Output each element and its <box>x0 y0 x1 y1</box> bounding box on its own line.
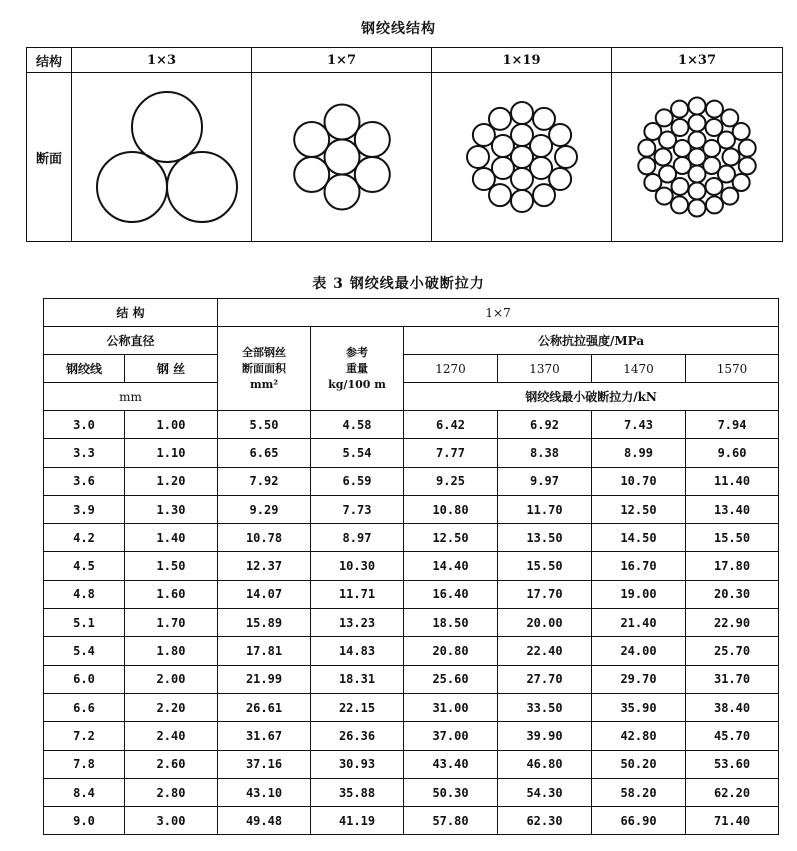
table-row <box>44 439 779 467</box>
wire-circle <box>555 146 577 168</box>
table-cell: 46.80 <box>498 750 592 778</box>
table-cell: 37.16 <box>218 750 311 778</box>
table-cell: 1.10 <box>125 439 218 467</box>
table-cell: 7.73 <box>311 495 404 523</box>
cross-section-1x37 <box>612 77 782 237</box>
table-row <box>44 750 779 778</box>
wire-circle <box>689 183 706 200</box>
table-cell: 9.0 <box>44 807 125 835</box>
table-cell: 12.37 <box>218 552 311 580</box>
table-cell: 35.90 <box>592 693 686 721</box>
table-cell: 22.15 <box>311 693 404 721</box>
table-cell: 17.81 <box>218 637 311 665</box>
unit-mm: mm <box>44 383 218 411</box>
strength-1470: 1470 <box>592 355 686 383</box>
table-cell: 4.5 <box>44 552 125 580</box>
table-cell: 2.60 <box>125 750 218 778</box>
strand-header: 钢绞线 <box>44 355 125 383</box>
wire-circle <box>706 178 723 195</box>
table-row <box>44 495 779 523</box>
table-cell: 25.60 <box>404 665 498 693</box>
table-cell: 10.80 <box>404 495 498 523</box>
table-cell: 10.70 <box>592 467 686 495</box>
table-cell: 1.20 <box>125 467 218 495</box>
table-cell: 33.50 <box>498 693 592 721</box>
structure-title: 钢绞线结构 <box>361 21 436 37</box>
table-cell: 20.80 <box>404 637 498 665</box>
cross-section-1x7 <box>257 77 427 237</box>
table-cell: 6.0 <box>44 665 125 693</box>
table-cell: 9.29 <box>218 495 311 523</box>
section-1x7 <box>252 73 432 242</box>
wire-circle <box>644 174 661 191</box>
table-cell: 26.61 <box>218 693 311 721</box>
table-cell: 7.77 <box>404 439 498 467</box>
table-cell: 25.70 <box>686 637 779 665</box>
table-row <box>44 524 779 552</box>
table-cell: 13.50 <box>498 524 592 552</box>
table-cell: 50.20 <box>592 750 686 778</box>
table-cell: 7.43 <box>592 411 686 439</box>
section-1x37 <box>612 73 783 242</box>
cross-section-1x19 <box>437 77 607 237</box>
table-cell: 39.90 <box>498 722 592 750</box>
table-cell: 6.65 <box>218 439 311 467</box>
table-cell: 66.90 <box>592 807 686 835</box>
table-cell: 49.48 <box>218 807 311 835</box>
wire-circle <box>689 115 706 132</box>
table-cell: 8.4 <box>44 778 125 806</box>
table-cell: 58.20 <box>592 778 686 806</box>
table-cell: 1.80 <box>125 637 218 665</box>
header-row-diameter <box>44 327 779 355</box>
table-cell: 2.20 <box>125 693 218 721</box>
wire-circle <box>638 157 655 174</box>
type-1x19: 1×19 <box>432 48 612 73</box>
table-cell: 50.30 <box>404 778 498 806</box>
wire-circle <box>655 149 672 166</box>
table-cell: 12.50 <box>404 524 498 552</box>
table-cell: 29.70 <box>592 665 686 693</box>
table-cell: 7.94 <box>686 411 779 439</box>
table-cell: 7.8 <box>44 750 125 778</box>
wire-circle <box>511 190 533 212</box>
table-cell: 8.38 <box>498 439 592 467</box>
area-header: 全部钢丝 断面面积 mm² <box>218 327 311 411</box>
structure-header: 结 构 <box>44 299 218 327</box>
table-cell: 62.20 <box>686 778 779 806</box>
structure-header-row <box>27 48 783 73</box>
table-cell: 45.70 <box>686 722 779 750</box>
breaking-force-table <box>43 298 779 835</box>
section-1x19 <box>432 73 612 242</box>
table-row <box>44 778 779 806</box>
table-cell: 19.00 <box>592 580 686 608</box>
table-row <box>44 693 779 721</box>
wire-circle <box>549 124 571 146</box>
table-cell: 3.3 <box>44 439 125 467</box>
table-cell: 71.40 <box>686 807 779 835</box>
table-cell: 3.00 <box>125 807 218 835</box>
wire-circle <box>689 98 706 115</box>
table-row <box>44 552 779 580</box>
section-1x3 <box>72 73 252 242</box>
table-cell: 11.71 <box>311 580 404 608</box>
table-cell: 1.30 <box>125 495 218 523</box>
table-cell: 8.99 <box>592 439 686 467</box>
wire-circle <box>671 196 688 213</box>
table-cell: 5.1 <box>44 609 125 637</box>
table-cell: 10.78 <box>218 524 311 552</box>
table-cell: 8.97 <box>311 524 404 552</box>
strength-header: 公称抗拉强度/MPa <box>404 327 779 355</box>
table-cell: 9.25 <box>404 467 498 495</box>
weight-header: 参考 重量 kg/100 m <box>311 327 404 411</box>
table-cell: 11.70 <box>498 495 592 523</box>
table-cell: 2.00 <box>125 665 218 693</box>
wire-circle <box>97 152 167 222</box>
wire-header: 钢 丝 <box>125 355 218 383</box>
table-cell: 10.30 <box>311 552 404 580</box>
table-cell: 4.8 <box>44 580 125 608</box>
table-row <box>44 467 779 495</box>
table-cell: 1.60 <box>125 580 218 608</box>
type-1x7: 1×7 <box>252 48 432 73</box>
table-cell: 5.54 <box>311 439 404 467</box>
wire-circle <box>467 146 489 168</box>
structure-value: 1×7 <box>218 299 779 327</box>
wire-circle <box>324 140 359 175</box>
table-cell: 31.00 <box>404 693 498 721</box>
table-cell: 6.59 <box>311 467 404 495</box>
table-cell: 43.40 <box>404 750 498 778</box>
table-cell: 1.40 <box>125 524 218 552</box>
table-cell: 38.40 <box>686 693 779 721</box>
table-cell: 37.00 <box>404 722 498 750</box>
table-row <box>44 609 779 637</box>
table-cell: 35.88 <box>311 778 404 806</box>
wire-circle <box>294 157 329 192</box>
table-cell: 24.00 <box>592 637 686 665</box>
wire-circle <box>733 123 750 140</box>
wire-circle <box>324 175 359 210</box>
wire-circle <box>354 157 389 192</box>
table-cell: 62.30 <box>498 807 592 835</box>
force-table-title: 表 3 钢绞线最小破断拉力 <box>312 276 485 292</box>
wire-circle <box>739 157 756 174</box>
table-cell: 41.19 <box>311 807 404 835</box>
table-cell: 31.70 <box>686 665 779 693</box>
table-cell: 4.2 <box>44 524 125 552</box>
table-cell: 5.4 <box>44 637 125 665</box>
table-row <box>44 580 779 608</box>
table-cell: 1.70 <box>125 609 218 637</box>
strength-1570: 1570 <box>686 355 779 383</box>
wire-circle <box>132 92 202 162</box>
table-cell: 16.70 <box>592 552 686 580</box>
table-cell: 7.2 <box>44 722 125 750</box>
wire-circle <box>689 200 706 217</box>
table-row <box>44 411 779 439</box>
wire-circle <box>723 149 740 166</box>
table-cell: 2.80 <box>125 778 218 806</box>
table-cell: 15.50 <box>498 552 592 580</box>
wire-circle <box>672 119 689 136</box>
table-cell: 4.58 <box>311 411 404 439</box>
header-row-structure <box>44 299 779 327</box>
table-cell: 3.9 <box>44 495 125 523</box>
table-cell: 3.6 <box>44 467 125 495</box>
table-cell: 17.80 <box>686 552 779 580</box>
wire-circle <box>511 102 533 124</box>
table-cell: 53.60 <box>686 750 779 778</box>
section-label: 断面 <box>27 73 72 242</box>
table-cell: 21.40 <box>592 609 686 637</box>
table-cell: 14.07 <box>218 580 311 608</box>
table-cell: 18.31 <box>311 665 404 693</box>
table-cell: 20.00 <box>498 609 592 637</box>
table-cell: 43.10 <box>218 778 311 806</box>
wire-circle <box>706 101 723 118</box>
type-1x3: 1×3 <box>72 48 252 73</box>
cross-section-1x3 <box>77 77 247 237</box>
table-cell: 6.6 <box>44 693 125 721</box>
table-cell: 12.50 <box>592 495 686 523</box>
table-cell: 31.67 <box>218 722 311 750</box>
table-row <box>44 722 779 750</box>
table-row <box>44 637 779 665</box>
wire-circle <box>739 140 756 157</box>
table-cell: 22.90 <box>686 609 779 637</box>
table-cell: 11.40 <box>686 467 779 495</box>
wire-circle <box>638 140 655 157</box>
structure-label: 结构 <box>27 48 72 73</box>
wire-circle <box>489 108 511 130</box>
table-cell: 1.50 <box>125 552 218 580</box>
strength-1270: 1270 <box>404 355 498 383</box>
table-cell: 17.70 <box>498 580 592 608</box>
table-cell: 14.40 <box>404 552 498 580</box>
table-cell: 7.92 <box>218 467 311 495</box>
wire-circle <box>167 152 237 222</box>
nominal-diameter-header: 公称直径 <box>44 327 218 355</box>
table-cell: 6.42 <box>404 411 498 439</box>
header-row-units <box>44 383 779 411</box>
table-row <box>44 807 779 835</box>
table-cell: 20.30 <box>686 580 779 608</box>
table-cell: 13.40 <box>686 495 779 523</box>
type-1x37: 1×37 <box>612 48 783 73</box>
table-cell: 9.97 <box>498 467 592 495</box>
table-cell: 15.50 <box>686 524 779 552</box>
table-cell: 1.00 <box>125 411 218 439</box>
wire-circle <box>706 196 723 213</box>
wire-circle <box>324 105 359 140</box>
table-row <box>44 665 779 693</box>
wire-circle <box>656 109 673 126</box>
table-cell: 27.70 <box>498 665 592 693</box>
table-cell: 14.50 <box>592 524 686 552</box>
table-cell: 30.93 <box>311 750 404 778</box>
table-cell: 57.80 <box>404 807 498 835</box>
structure-table <box>26 47 783 242</box>
min-force-header: 钢绞线最小破断拉力/kN <box>404 383 779 411</box>
table-cell: 9.60 <box>686 439 779 467</box>
wire-circle <box>472 168 494 190</box>
table-cell: 15.89 <box>218 609 311 637</box>
table-cell: 42.80 <box>592 722 686 750</box>
table-cell: 3.0 <box>44 411 125 439</box>
table-cell: 54.30 <box>498 778 592 806</box>
strength-1370: 1370 <box>498 355 592 383</box>
wire-circle <box>294 122 329 157</box>
section-row <box>27 73 783 242</box>
table-cell: 13.23 <box>311 609 404 637</box>
wire-circle <box>354 122 389 157</box>
table-cell: 22.40 <box>498 637 592 665</box>
table-cell: 14.83 <box>311 637 404 665</box>
wire-circle <box>671 101 688 118</box>
table-cell: 2.40 <box>125 722 218 750</box>
table-cell: 5.50 <box>218 411 311 439</box>
wire-circle <box>533 184 555 206</box>
table-cell: 21.99 <box>218 665 311 693</box>
table-cell: 16.40 <box>404 580 498 608</box>
table-cell: 26.36 <box>311 722 404 750</box>
table-cell: 6.92 <box>498 411 592 439</box>
wire-circle <box>721 188 738 205</box>
header-row-subdiameter <box>44 355 779 383</box>
table-cell: 18.50 <box>404 609 498 637</box>
